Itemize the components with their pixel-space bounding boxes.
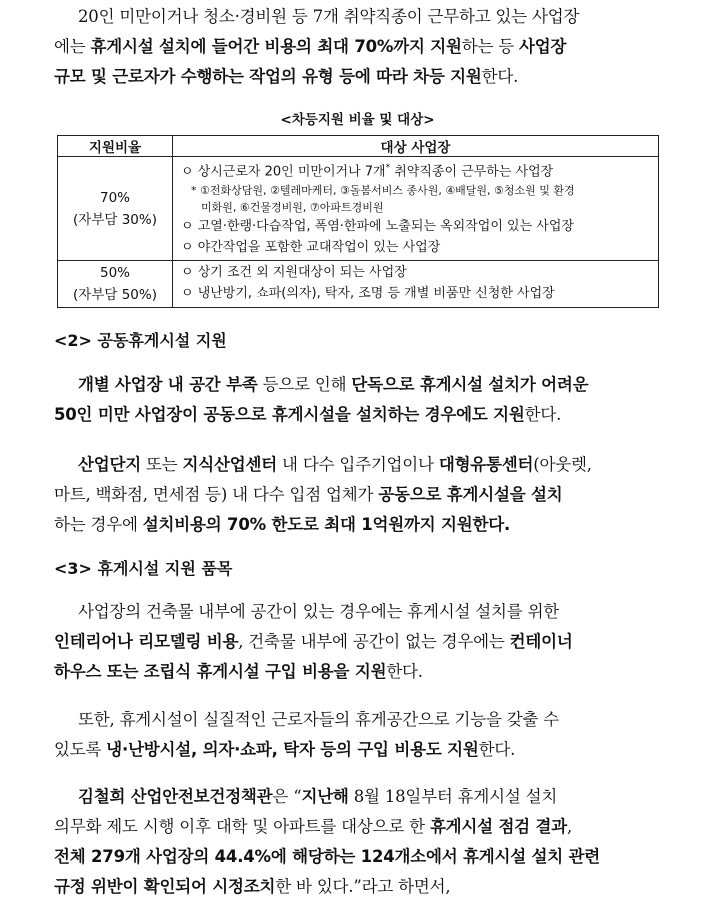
section2-paragraph-1: 개별 사업장 내 공간 부족 등으로 인해 단독으로 휴게시설 설치가 어려운 50인 미만 사업장이 공동으로 휴게시설을 설치하는 경우에도 지원한다. [54,375,589,424]
header-target-workplace: 대상 사업장 [173,136,659,157]
support-rate-table [57,135,659,308]
section2-paragraph-2: 산업단지 또는 지식산업센터 내 다수 입주기업이나 대형유통센터(아웃렛, 마트, 백화점, 면세점 등) 내 다수 입점 업체가 공동으로 휴게시설을 설치 하는 경우에 설치비용의 70% 한도로 최대 1억원까지 지원한다. [54,455,592,534]
table-row [58,157,659,261]
list-item: ㅇ 야간작업을 포함한 교대작업이 있는 사업장 [181,240,441,256]
rate-value: 50% [99,265,130,282]
list-item: ㅇ 냉난방기, 쇼파(의자), 탁자, 조명 등 개별 비품만 신청한 사업장 [181,286,555,302]
target-cell [173,157,659,261]
section3-paragraph-1: 사업장의 건축물 내부에 공간이 있는 경우에는 휴게시설 설치를 위한 인테리어나 리모델링 비용, 건축물 내부에 공간이 없는 경우에는 컨테이너 하우스 또는 조립식 휴게시설 구입 비용을 지원한다. [54,602,573,681]
header-support-rate: 지원비율 [58,136,173,157]
section-heading-2: <2> 공동휴게시설 지원 [54,331,227,350]
table-row [58,261,659,308]
intro-line-3: 규모 및 근로자가 수행하는 작업의 유형 등에 따라 차등 지원한다. [54,67,519,86]
intro-line-1: 20인 미만이거나 청소·경비원 등 7개 취약직종이 근무하고 있는 사업장 [78,7,580,26]
section3-paragraph-2: 또한, 휴게시설이 실질적인 근로자들의 휴게공간으로 기능을 갖출 수 있도록 냉·난방시설, 의자·쇼파, 탁자 등의 구입 비용도 지원한다. [54,710,560,759]
rate-cell [58,157,173,261]
self-pay-value: (자부담 30%) [73,211,157,228]
section3-paragraph-3: 김철희 산업안전보건정책관은 “지난해 8월 18일부터 휴게시설 설치 의무화 제도 시행 이후 대학 및 아파트를 대상으로 한 휴게시설 점검 결과, 전체 279개 사업장의 44.4%에 해당하는 124개소에서 휴게시설 설치 관련 규정 위반이 확인되어 시정조치한 바 있다.”라고 하면서, [54,787,601,896]
section-heading-3: <3> 휴게시설 지원 품목 [54,559,233,578]
footnote-line: 미화원, ⑥건물경비원, ⑦아파트경비원 [201,201,384,215]
list-item: ㅇ 상시근로자 20인 미만이거나 7개* 취약직종이 근무하는 사업장 [181,163,554,180]
list-item: ㅇ 상기 조건 외 지원대상이 되는 사업장 [181,265,407,281]
self-pay-value: (자부담 50%) [73,287,157,304]
intro-line-2: 에는 휴게시설 설치에 들어간 비용의 최대 70%까지 지원하는 등 사업장 [54,37,567,56]
footnote-line: * ①전화상담원, ②텔레마케터, ③돌봄서비스 종사원, ④배달원, ⑤청소원 및 환경 [191,184,575,198]
list-item: ㅇ 고열·한랭·다습작업, 폭염·한파에 노출되는 옥외작업이 있는 사업장 [181,219,574,235]
intro-paragraph [54,2,660,92]
table-caption: <차등지원 비율 및 대상> [280,112,435,128]
table-header-row [58,136,659,157]
rate-cell [58,261,173,308]
target-cell [173,261,659,308]
rate-value: 70% [99,189,130,206]
